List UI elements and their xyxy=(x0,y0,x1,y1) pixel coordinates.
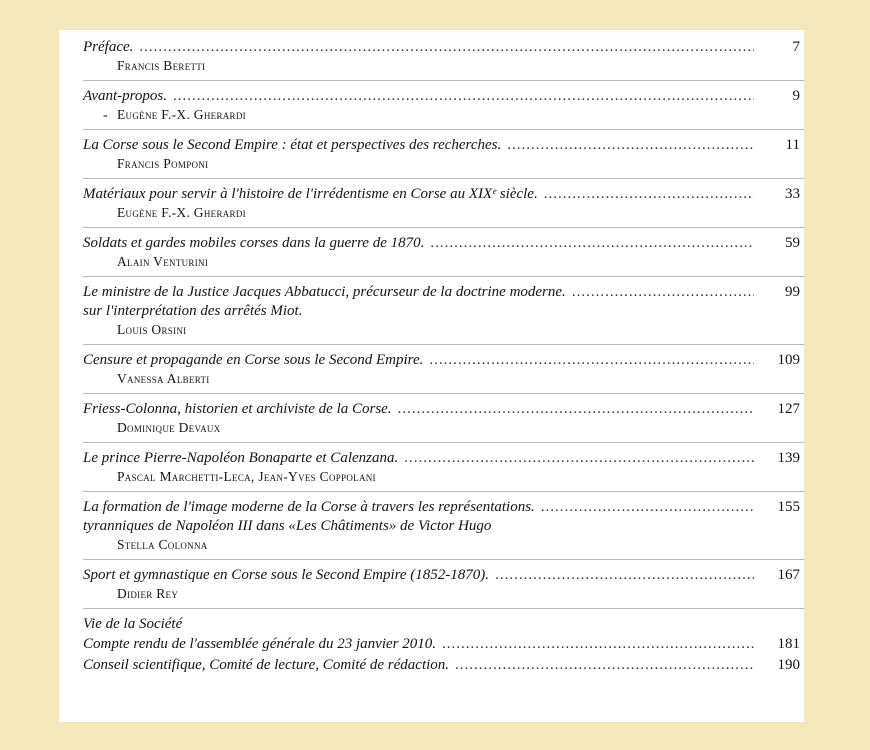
entry-author: Francis Beretti xyxy=(117,58,206,73)
entry-author: Francis Pomponi xyxy=(117,156,209,171)
entry-author: Eugène F.-X. Gherardi xyxy=(117,205,246,220)
entry-page-number: 181 xyxy=(777,636,800,652)
entry-title: Compte rendu de l'assemblée générale du 23 janvier 2010. xyxy=(83,636,436,652)
entry-page-number: 9 xyxy=(792,88,800,104)
entry-title: Conseil scientifique, Comité de lecture, Comité de rédaction. xyxy=(83,657,450,673)
entry-title: Matériaux pour servir à l'histoire de l'irrédentisme en Corse au XIXᵉ siècle. xyxy=(83,186,538,202)
toc-entry xyxy=(83,178,804,227)
dot-leader xyxy=(495,566,754,585)
entry-page-number: 99 xyxy=(785,284,800,300)
entry-title-continuation: sur l'interprétation des arrêtés Miot. xyxy=(83,303,303,319)
entry-title: Le ministre de la Justice Jacques Abbatucci, précurseur de la doctrine moderne. xyxy=(83,284,566,300)
society-section xyxy=(83,608,804,681)
toc-entry xyxy=(83,559,804,608)
entry-page-number: 190 xyxy=(777,657,800,673)
toc-entry xyxy=(83,80,804,129)
entry-page-number: 127 xyxy=(777,401,800,417)
dot-leader xyxy=(398,400,754,419)
entry-title: Censure et propagande en Corse sous le Second Empire. xyxy=(83,352,424,368)
entry-page-number: 7 xyxy=(792,39,800,55)
entry-page-number: 109 xyxy=(777,352,800,368)
entry-author-wrap xyxy=(83,106,804,124)
entry-title: Sport et gymnastique en Corse sous le Second Empire (1852-1870). xyxy=(83,567,490,583)
toc-entry xyxy=(83,227,804,276)
toc-entry xyxy=(83,491,804,559)
entry-author: Eugène F.-X. Gherardi xyxy=(117,107,246,122)
dot-leader xyxy=(572,283,754,302)
dot-leader xyxy=(173,87,754,106)
dot-leader xyxy=(442,634,754,655)
entry-author: Dominique Devaux xyxy=(117,420,221,435)
entry-title: Friess-Colonna, historien et archiviste de la Corse. xyxy=(83,401,392,417)
entry-title-continuation: tyranniques de Napoléon III dans «Les Châtiments» de Victor Hugo xyxy=(83,518,492,534)
dot-leader xyxy=(507,136,754,155)
entry-author: Louis Orsini xyxy=(117,322,187,337)
dot-leader xyxy=(429,351,754,370)
dot-leader xyxy=(404,449,754,468)
entry-page-number: 167 xyxy=(777,567,800,583)
toc-entry xyxy=(83,344,804,393)
dot-leader xyxy=(455,655,754,676)
entry-title: La formation de l'image moderne de la Corse à travers les représentations. xyxy=(83,499,535,515)
dot-leader xyxy=(430,234,754,253)
entry-title: Préface. xyxy=(83,39,134,55)
entry-author: Vanessa Alberti xyxy=(117,371,210,386)
dot-leader xyxy=(139,38,754,57)
entry-author: Pascal Marchetti-Leca, Jean-Yves Coppolani xyxy=(117,469,376,484)
dot-leader xyxy=(541,498,754,517)
stray-mark: - xyxy=(103,107,108,122)
entry-page-number: 59 xyxy=(785,235,800,251)
entry-page-number: 155 xyxy=(777,499,800,515)
entry-title: Avant-propos. xyxy=(83,88,168,104)
entry-author: Stella Colonna xyxy=(117,537,208,552)
toc-entry xyxy=(83,129,804,178)
toc-entry xyxy=(83,442,804,491)
entry-title: La Corse sous le Second Empire : état et perspectives des recherches. xyxy=(83,137,502,153)
entry-title: Soldats et gardes mobiles corses dans la guerre de 1870. xyxy=(83,235,425,251)
table-of-contents xyxy=(59,30,804,722)
toc-entry xyxy=(83,393,804,442)
entry-page-number: 139 xyxy=(777,450,800,466)
dot-leader xyxy=(544,185,754,204)
entry-title: Le prince Pierre-Napoléon Bonaparte et Calenzana. xyxy=(83,450,399,466)
entry-author: Didier Rey xyxy=(117,586,179,601)
entry-page-number: 33 xyxy=(785,186,800,202)
entry-author: Alain Venturini xyxy=(117,254,209,269)
toc-entry xyxy=(83,36,804,80)
section-heading: Vie de la Société xyxy=(83,616,183,632)
entry-page-number: 11 xyxy=(785,137,800,153)
toc-entry xyxy=(83,276,804,344)
